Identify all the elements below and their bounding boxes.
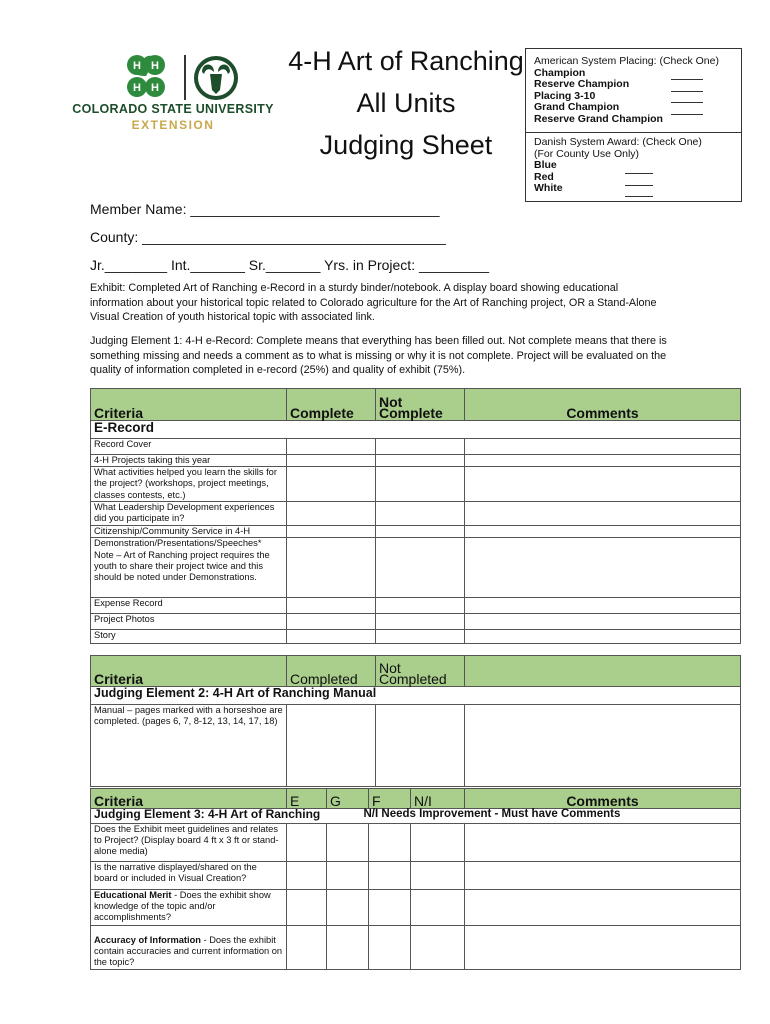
check-cell[interactable] — [376, 614, 465, 630]
header-g: G — [327, 789, 369, 809]
table-row — [91, 455, 741, 467]
check-line[interactable] — [671, 114, 703, 115]
comment-cell[interactable] — [465, 467, 741, 502]
header-complete: Complete — [287, 389, 376, 421]
section-row — [91, 809, 741, 824]
rating-cell[interactable] — [327, 890, 369, 926]
art-of-ranching-table — [90, 788, 741, 970]
section-row — [91, 687, 741, 705]
section-title: E-Record — [91, 421, 741, 439]
check-cell[interactable] — [376, 502, 465, 526]
check-cell[interactable] — [287, 705, 376, 787]
criteria-bold: Accuracy of Information — [94, 935, 201, 945]
criteria-cell — [91, 926, 287, 970]
check-cell[interactable] — [376, 538, 465, 598]
placing-grand-champion: Grand Champion — [534, 101, 620, 114]
rating-cell[interactable] — [411, 890, 465, 926]
header-not-completed: Not Completed — [376, 656, 465, 687]
criteria-text: Does the Exhibit meet guidelines and relates to Project? (Display board 4 ft x 3 ft or stand-alone media) — [94, 824, 279, 857]
section-note: N/I Needs Improvement - Must have Comments — [363, 808, 621, 820]
header-f: F — [369, 789, 411, 809]
criteria-cell: Story — [91, 630, 287, 644]
header-criteria: Criteria — [91, 656, 287, 687]
placing-divider — [526, 132, 741, 133]
comment-cell[interactable] — [465, 926, 741, 970]
table-row — [91, 467, 741, 502]
member-name-field[interactable]: Member Name: ________________________________ — [90, 201, 440, 217]
criteria-cell — [91, 862, 287, 890]
comment-cell[interactable] — [465, 439, 741, 455]
section-row — [91, 421, 741, 439]
rating-cell[interactable] — [369, 926, 411, 970]
comment-cell[interactable] — [465, 614, 741, 630]
danish-sub: (For County Use Only) — [534, 147, 640, 160]
comment-cell[interactable] — [465, 890, 741, 926]
svg-text:H: H — [151, 82, 159, 94]
table-header — [91, 656, 741, 687]
rating-cell[interactable] — [369, 862, 411, 890]
rating-cell[interactable] — [327, 862, 369, 890]
american-heading: American System Placing: (Check One) — [534, 55, 719, 67]
rating-cell[interactable] — [327, 926, 369, 970]
criteria-cell: What activities helped you learn the skills for the project? (workshops, project meetings, classes contests, etc.) — [91, 467, 287, 502]
danish-award — [534, 137, 702, 195]
comment-cell[interactable] — [465, 455, 741, 467]
placing-reserve-grand-champion: Reserve Grand Champion — [534, 112, 663, 125]
criteria-cell: Expense Record — [91, 598, 287, 614]
check-cell[interactable] — [376, 455, 465, 467]
header-blank — [465, 656, 741, 687]
header-not-complete: Not Complete — [376, 389, 465, 421]
check-cell[interactable] — [376, 439, 465, 455]
criteria-cell: Manual – pages marked with a horseshoe are completed. (pages 6, 7, 8-12, 13, 14, 17, 18) — [91, 705, 287, 787]
check-cell[interactable] — [376, 630, 465, 644]
check-cell[interactable] — [376, 705, 465, 787]
header-comments: Comments — [465, 389, 741, 421]
org-subname: EXTENSION — [131, 118, 215, 132]
rating-cell[interactable] — [411, 926, 465, 970]
criteria-bold: Educational Merit — [94, 890, 172, 900]
header-completed: Completed — [287, 656, 376, 687]
section-title: Judging Element 3: 4-H Art of Ranching — [94, 807, 321, 821]
table-row — [91, 824, 741, 862]
criteria-cell: Project Photos — [91, 614, 287, 630]
title-line-3: Judging Sheet — [319, 130, 493, 160]
table-row — [91, 598, 741, 614]
table-header — [91, 789, 741, 809]
manual-table — [90, 655, 741, 787]
exhibit-paragraph: Exhibit: Completed Art of Ranching e-Record in a sturdy binder/notebook. A display board showing educational information about your historical topic related to Colorado agriculture for the Art of Ranching project, OR a Stand-Alone Visual Creation of youth historical topic with associated link. — [90, 282, 657, 323]
placing-champion: Champion — [534, 66, 586, 79]
check-cell[interactable] — [287, 455, 376, 467]
4h-clover-icon — [118, 50, 174, 106]
table-row — [91, 926, 741, 970]
award-blue: Blue — [534, 159, 557, 172]
rating-cell[interactable] — [287, 890, 327, 926]
rating-cell[interactable] — [327, 824, 369, 862]
criteria-cell — [91, 890, 287, 926]
comment-cell[interactable] — [465, 526, 741, 538]
table-row — [91, 614, 741, 630]
award-white: White — [534, 182, 563, 195]
placing-box — [525, 48, 742, 202]
comment-cell[interactable] — [465, 598, 741, 614]
table-row — [91, 890, 741, 926]
award-red: Red — [534, 170, 554, 183]
criteria-cell: Demonstration/Presentations/Speeches* Note – Art of Ranching project requires the youth to share their project twice and this should be noted under Demonstrations. — [91, 538, 287, 598]
ram-logo-icon — [192, 54, 240, 102]
rating-cell[interactable] — [287, 862, 327, 890]
check-line[interactable] — [625, 196, 653, 197]
rating-cell[interactable] — [411, 824, 465, 862]
table-row — [91, 538, 741, 598]
criteria-cell: Record Cover — [91, 439, 287, 455]
danish-heading: Danish System Award: (Check One) — [534, 136, 702, 148]
criteria-cell — [91, 824, 287, 862]
comment-cell[interactable] — [465, 862, 741, 890]
check-cell[interactable] — [287, 502, 376, 526]
svg-text:H: H — [133, 60, 141, 72]
check-line[interactable] — [625, 173, 653, 174]
header-comments: Comments — [465, 789, 741, 809]
check-line[interactable] — [625, 185, 653, 186]
org-name: COLORADO STATE UNIVERSITY — [72, 102, 274, 116]
check-cell[interactable] — [287, 538, 376, 598]
check-cell[interactable] — [376, 598, 465, 614]
table-row — [91, 502, 741, 526]
rating-cell[interactable] — [411, 862, 465, 890]
county-field[interactable]: County: _______________________________________ — [90, 229, 446, 245]
check-cell[interactable] — [376, 467, 465, 502]
header-ni: N/I — [411, 789, 465, 809]
check-cell[interactable] — [287, 614, 376, 630]
check-line[interactable] — [671, 102, 703, 103]
check-cell[interactable] — [287, 467, 376, 502]
svg-text:H: H — [151, 60, 159, 72]
title-line-1: 4-H Art of Ranching — [288, 46, 524, 76]
comment-cell[interactable] — [465, 824, 741, 862]
table-row — [91, 526, 741, 538]
comment-cell[interactable] — [465, 630, 741, 644]
check-line[interactable] — [671, 91, 703, 92]
table-row — [91, 862, 741, 890]
criteria-text: - Does the exhibit contain accuracies and current information on the topic? — [94, 935, 283, 968]
comment-cell[interactable] — [465, 705, 741, 787]
check-cell[interactable] — [376, 526, 465, 538]
table-row — [91, 630, 741, 644]
judging-element-1-paragraph: Judging Element 1: 4-H e-Record: Complete means that everything has been filled out. Not complete means that there is something missing and needs a comment as to what is missing or why it is not complete. Project will be evaluated on the quality of information completed in e-record (25%) and quality of exhibit (75%). — [90, 335, 667, 376]
logo-divider — [184, 55, 186, 100]
rating-cell[interactable] — [287, 824, 327, 862]
criteria-text: - Does the exhibit show knowledge of the topic and/or accomplishments? — [94, 890, 271, 923]
title-line-2: All Units — [356, 88, 456, 118]
check-cell[interactable] — [287, 439, 376, 455]
table-row — [91, 439, 741, 455]
check-line[interactable] — [671, 79, 703, 80]
comment-cell[interactable] — [465, 538, 741, 598]
svg-text:H: H — [133, 82, 141, 94]
check-cell[interactable] — [287, 598, 376, 614]
placing-3-10: Placing 3-10 — [534, 89, 596, 102]
section-title: Judging Element 2: 4-H Art of Ranching Manual — [91, 687, 741, 705]
rating-cell[interactable] — [369, 890, 411, 926]
grade-field[interactable]: Jr.________ Int._______ Sr._______ Yrs. in Project: _________ — [90, 257, 490, 273]
table-header — [91, 389, 741, 421]
criteria-cell: Citizenship/Community Service in 4-H — [91, 526, 287, 538]
table-row — [91, 705, 741, 787]
header-criteria: Criteria — [91, 789, 287, 809]
header-e: E — [287, 789, 327, 809]
rating-cell[interactable] — [287, 926, 327, 970]
criteria-cell: What Leadership Development experiences did you participate in? — [91, 502, 287, 526]
check-cell[interactable] — [287, 526, 376, 538]
csu-extension-logo — [68, 50, 278, 135]
check-cell[interactable] — [287, 630, 376, 644]
criteria-text: Is the narrative displayed/shared on the board or included in Visual Creation? — [94, 862, 257, 884]
comment-cell[interactable] — [465, 502, 741, 526]
criteria-cell: 4-H Projects taking this year — [91, 455, 287, 467]
header-criteria: Criteria — [91, 389, 287, 421]
rating-cell[interactable] — [369, 824, 411, 862]
section-cell — [91, 809, 741, 824]
placing-reserve-champion: Reserve Champion — [534, 78, 630, 91]
erecord-table — [90, 388, 741, 644]
